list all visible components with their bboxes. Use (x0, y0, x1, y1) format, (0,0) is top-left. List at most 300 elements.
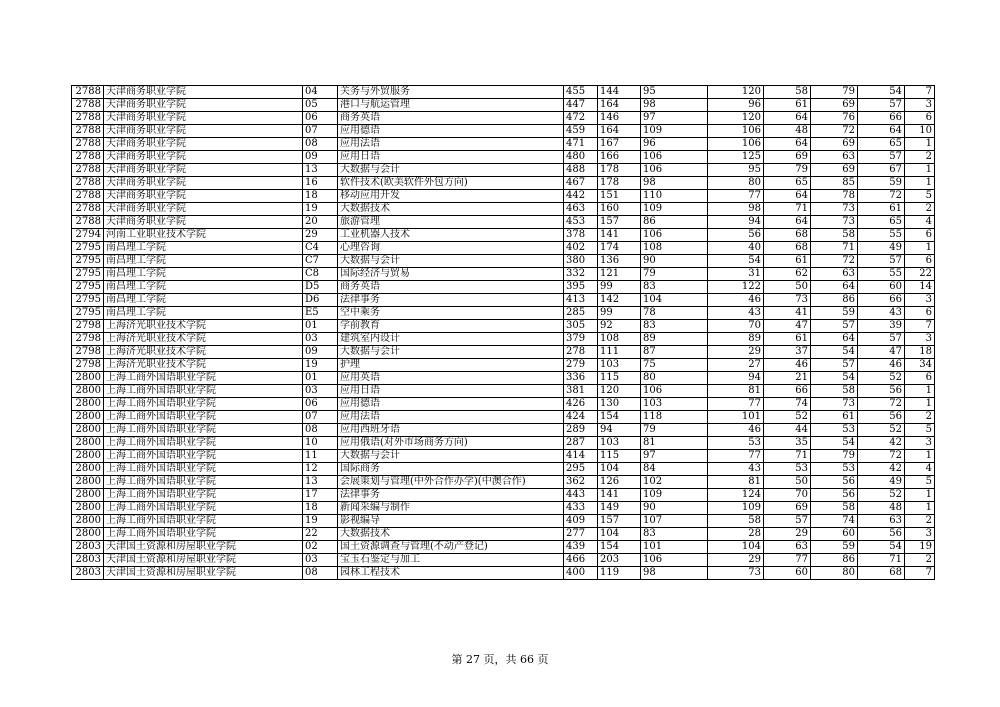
table-row (72, 190, 935, 203)
major-code-cell: 08 (303, 138, 338, 151)
score-e-cell: 73 (811, 398, 858, 411)
rank-cell: 4 (905, 463, 935, 476)
score-f-cell: 42 (858, 437, 905, 450)
major-name-cell: 国土资源调查与管理(不动产登记) (338, 541, 564, 554)
score-a-cell: 115 (598, 372, 641, 385)
school-code-cell: 2788 (72, 138, 104, 151)
school-name-cell: 天津商务职业学院 (104, 112, 303, 125)
score-d-cell: 29 (764, 528, 811, 541)
score-d-cell: 41 (764, 307, 811, 320)
table-row (72, 229, 935, 242)
total-score-cell: 466 (564, 554, 598, 567)
major-code-cell: 19 (303, 515, 338, 528)
score-e-cell: 56 (811, 489, 858, 502)
rank-cell: 4 (905, 216, 935, 229)
score-d-cell: 62 (764, 268, 811, 281)
score-f-cell: 66 (858, 112, 905, 125)
score-e-cell: 59 (811, 307, 858, 320)
table-row (72, 242, 935, 255)
score-b-cell: 75 (641, 359, 708, 372)
rank-cell: 1 (905, 385, 935, 398)
major-code-cell: 03 (303, 333, 338, 346)
total-score-cell: 380 (564, 255, 598, 268)
score-d-cell: 47 (764, 320, 811, 333)
school-name-cell: 上海工商外国语职业学院 (104, 411, 303, 424)
score-d-cell: 69 (764, 502, 811, 515)
school-code-cell: 2788 (72, 203, 104, 216)
rank-cell: 18 (905, 346, 935, 359)
score-c-cell: 120 (708, 86, 764, 99)
score-d-cell: 71 (764, 203, 811, 216)
score-f-cell: 59 (858, 177, 905, 190)
score-d-cell: 21 (764, 372, 811, 385)
rank-cell: 3 (905, 528, 935, 541)
major-code-cell: 05 (303, 99, 338, 112)
score-c-cell: 28 (708, 528, 764, 541)
table-row (72, 489, 935, 502)
major-code-cell: 01 (303, 320, 338, 333)
rank-cell: 3 (905, 333, 935, 346)
school-code-cell: 2800 (72, 424, 104, 437)
school-name-cell: 天津商务职业学院 (104, 164, 303, 177)
score-c-cell: 104 (708, 541, 764, 554)
major-code-cell: 18 (303, 502, 338, 515)
school-code-cell: 2800 (72, 502, 104, 515)
score-b-cell: 118 (641, 411, 708, 424)
major-name-cell: 法律事务 (338, 489, 564, 502)
score-b-cell: 90 (641, 255, 708, 268)
score-f-cell: 61 (858, 203, 905, 216)
school-name-cell: 上海工商外国语职业学院 (104, 502, 303, 515)
rank-cell: 34 (905, 359, 935, 372)
score-d-cell: 61 (764, 99, 811, 112)
score-a-cell: 115 (598, 450, 641, 463)
score-d-cell: 50 (764, 281, 811, 294)
score-b-cell: 106 (641, 554, 708, 567)
score-b-cell: 106 (641, 229, 708, 242)
school-name-cell: 河南工业职业技术学院 (104, 229, 303, 242)
score-a-cell: 166 (598, 151, 641, 164)
total-score-cell: 488 (564, 164, 598, 177)
table-row (72, 320, 935, 333)
score-a-cell: 104 (598, 463, 641, 476)
score-e-cell: 58 (811, 502, 858, 515)
school-code-cell: 2798 (72, 333, 104, 346)
school-code-cell: 2800 (72, 476, 104, 489)
score-b-cell: 97 (641, 450, 708, 463)
score-a-cell: 119 (598, 567, 641, 580)
score-f-cell: 57 (858, 333, 905, 346)
rank-cell: 5 (905, 424, 935, 437)
major-code-cell: 29 (303, 229, 338, 242)
school-code-cell: 2788 (72, 190, 104, 203)
score-d-cell: 65 (764, 177, 811, 190)
score-b-cell: 102 (641, 476, 708, 489)
school-name-cell: 天津商务职业学院 (104, 138, 303, 151)
score-f-cell: 52 (858, 489, 905, 502)
school-code-cell: 2800 (72, 515, 104, 528)
score-a-cell: 130 (598, 398, 641, 411)
major-code-cell: D5 (303, 281, 338, 294)
rank-cell: 5 (905, 476, 935, 489)
score-b-cell: 83 (641, 320, 708, 333)
score-c-cell: 77 (708, 190, 764, 203)
school-code-cell: 2800 (72, 437, 104, 450)
score-c-cell: 94 (708, 372, 764, 385)
major-code-cell: 04 (303, 86, 338, 99)
score-d-cell: 46 (764, 359, 811, 372)
school-code-cell: 2800 (72, 489, 104, 502)
major-code-cell: 06 (303, 398, 338, 411)
major-code-cell: C4 (303, 242, 338, 255)
school-name-cell: 南昌理工学院 (104, 242, 303, 255)
score-f-cell: 43 (858, 307, 905, 320)
major-code-cell: 17 (303, 489, 338, 502)
score-e-cell: 72 (811, 255, 858, 268)
admission-score-table (71, 85, 935, 580)
table-row (72, 203, 935, 216)
score-d-cell: 64 (764, 190, 811, 203)
score-a-cell: 99 (598, 307, 641, 320)
score-a-cell: 126 (598, 476, 641, 489)
major-name-cell: 港口与航运管理 (338, 99, 564, 112)
score-c-cell: 81 (708, 385, 764, 398)
table-row (72, 216, 935, 229)
table-row (72, 151, 935, 164)
score-e-cell: 54 (811, 372, 858, 385)
score-c-cell: 124 (708, 489, 764, 502)
score-c-cell: 106 (708, 125, 764, 138)
table-row (72, 541, 935, 554)
score-c-cell: 56 (708, 229, 764, 242)
score-b-cell: 106 (641, 385, 708, 398)
score-f-cell: 72 (858, 398, 905, 411)
rank-cell: 10 (905, 125, 935, 138)
score-e-cell: 64 (811, 281, 858, 294)
score-f-cell: 56 (858, 385, 905, 398)
major-code-cell: 18 (303, 190, 338, 203)
score-d-cell: 64 (764, 112, 811, 125)
score-e-cell: 57 (811, 320, 858, 333)
score-f-cell: 65 (858, 138, 905, 151)
major-code-cell: E5 (303, 307, 338, 320)
score-c-cell: 120 (708, 112, 764, 125)
score-d-cell: 71 (764, 450, 811, 463)
score-a-cell: 149 (598, 502, 641, 515)
score-c-cell: 106 (708, 138, 764, 151)
school-name-cell: 天津商务职业学院 (104, 216, 303, 229)
score-b-cell: 110 (641, 190, 708, 203)
score-a-cell: 103 (598, 359, 641, 372)
major-name-cell: 应用西班牙语 (338, 424, 564, 437)
school-name-cell: 天津商务职业学院 (104, 86, 303, 99)
score-c-cell: 40 (708, 242, 764, 255)
score-a-cell: 178 (598, 177, 641, 190)
score-f-cell: 54 (858, 86, 905, 99)
score-e-cell: 69 (811, 99, 858, 112)
score-a-cell: 157 (598, 216, 641, 229)
score-f-cell: 63 (858, 515, 905, 528)
rank-cell: 7 (905, 320, 935, 333)
school-code-cell: 2794 (72, 229, 104, 242)
score-c-cell: 95 (708, 164, 764, 177)
page-footer: 第 27 页，共 66 页 (451, 653, 549, 666)
score-e-cell: 60 (811, 528, 858, 541)
rank-cell: 7 (905, 86, 935, 99)
score-a-cell: 154 (598, 541, 641, 554)
rank-cell: 2 (905, 203, 935, 216)
score-a-cell: 99 (598, 281, 641, 294)
major-name-cell: 空中乘务 (338, 307, 564, 320)
major-name-cell: 商务英语 (338, 112, 564, 125)
school-code-cell: 2800 (72, 385, 104, 398)
major-name-cell: 旅游管理 (338, 216, 564, 229)
score-d-cell: 48 (764, 125, 811, 138)
score-f-cell: 68 (858, 567, 905, 580)
score-e-cell: 54 (811, 346, 858, 359)
rank-cell: 3 (905, 99, 935, 112)
table-row (72, 424, 935, 437)
score-e-cell: 59 (811, 541, 858, 554)
school-code-cell: 2795 (72, 294, 104, 307)
major-name-cell: 会展策划与管理(中外合作办学)(中澳合作) (338, 476, 564, 489)
score-b-cell: 79 (641, 424, 708, 437)
major-name-cell: 大数据与会计 (338, 346, 564, 359)
score-c-cell: 43 (708, 463, 764, 476)
table-row (72, 450, 935, 463)
table-row (72, 515, 935, 528)
score-a-cell: 136 (598, 255, 641, 268)
score-b-cell: 107 (641, 515, 708, 528)
score-f-cell: 72 (858, 450, 905, 463)
score-b-cell: 106 (641, 151, 708, 164)
score-a-cell: 141 (598, 489, 641, 502)
school-name-cell: 上海工商外国语职业学院 (104, 476, 303, 489)
score-f-cell: 57 (858, 255, 905, 268)
table-row (72, 307, 935, 320)
school-code-cell: 2788 (72, 151, 104, 164)
major-name-cell: 应用英语 (338, 372, 564, 385)
major-name-cell: 工业机器人技术 (338, 229, 564, 242)
rank-cell: 3 (905, 294, 935, 307)
score-b-cell: 86 (641, 216, 708, 229)
rank-cell: 2 (905, 151, 935, 164)
major-name-cell: 应用俄语(对外市场商务方向) (338, 437, 564, 450)
score-b-cell: 97 (641, 112, 708, 125)
rank-cell: 1 (905, 398, 935, 411)
total-score-cell: 442 (564, 190, 598, 203)
school-name-cell: 上海工商外国语职业学院 (104, 372, 303, 385)
rank-cell: 3 (905, 437, 935, 450)
score-f-cell: 55 (858, 229, 905, 242)
major-name-cell: 国际商务 (338, 463, 564, 476)
score-f-cell: 56 (858, 411, 905, 424)
total-score-cell: 447 (564, 99, 598, 112)
major-code-cell: 13 (303, 476, 338, 489)
school-name-cell: 上海工商外国语职业学院 (104, 489, 303, 502)
major-code-cell: C7 (303, 255, 338, 268)
score-f-cell: 39 (858, 320, 905, 333)
score-a-cell: 144 (598, 86, 641, 99)
score-e-cell: 73 (811, 203, 858, 216)
school-code-cell: 2798 (72, 359, 104, 372)
major-name-cell: 应用日语 (338, 385, 564, 398)
score-f-cell: 72 (858, 190, 905, 203)
school-name-cell: 南昌理工学院 (104, 307, 303, 320)
score-e-cell: 69 (811, 138, 858, 151)
major-code-cell: 19 (303, 359, 338, 372)
rank-cell: 1 (905, 450, 935, 463)
score-d-cell: 58 (764, 86, 811, 99)
score-e-cell: 63 (811, 151, 858, 164)
rank-cell: 1 (905, 164, 935, 177)
total-score-cell: 439 (564, 541, 598, 554)
table-row (72, 567, 935, 580)
score-d-cell: 68 (764, 242, 811, 255)
rank-cell: 5 (905, 190, 935, 203)
score-c-cell: 54 (708, 255, 764, 268)
table-row (72, 463, 935, 476)
school-code-cell: 2803 (72, 541, 104, 554)
score-e-cell: 56 (811, 476, 858, 489)
total-score-cell: 381 (564, 385, 598, 398)
score-d-cell: 64 (764, 216, 811, 229)
total-score-cell: 433 (564, 502, 598, 515)
score-d-cell: 44 (764, 424, 811, 437)
score-f-cell: 57 (858, 151, 905, 164)
score-c-cell: 101 (708, 411, 764, 424)
score-c-cell: 80 (708, 177, 764, 190)
score-b-cell: 109 (641, 489, 708, 502)
major-code-cell: 07 (303, 411, 338, 424)
table-body (72, 86, 935, 580)
score-f-cell: 46 (858, 359, 905, 372)
major-name-cell: 大数据与会计 (338, 255, 564, 268)
score-a-cell: 108 (598, 333, 641, 346)
score-d-cell: 70 (764, 489, 811, 502)
score-b-cell: 98 (641, 99, 708, 112)
score-d-cell: 57 (764, 515, 811, 528)
score-e-cell: 54 (811, 437, 858, 450)
major-name-cell: 宝玉石鉴定与加工 (338, 554, 564, 567)
rank-cell: 7 (905, 567, 935, 580)
school-code-cell: 2798 (72, 320, 104, 333)
school-name-cell: 上海工商外国语职业学院 (104, 463, 303, 476)
major-code-cell: 10 (303, 437, 338, 450)
major-name-cell: 学前教育 (338, 320, 564, 333)
major-name-cell: 园林工程技术 (338, 567, 564, 580)
table-row (72, 528, 935, 541)
score-c-cell: 53 (708, 437, 764, 450)
rank-cell: 6 (905, 372, 935, 385)
score-a-cell: 142 (598, 294, 641, 307)
score-e-cell: 71 (811, 242, 858, 255)
table-row (72, 437, 935, 450)
score-f-cell: 65 (858, 216, 905, 229)
score-b-cell: 89 (641, 333, 708, 346)
school-name-cell: 上海工商外国语职业学院 (104, 450, 303, 463)
major-name-cell: 商务英语 (338, 281, 564, 294)
school-name-cell: 上海工商外国语职业学院 (104, 385, 303, 398)
score-c-cell: 81 (708, 476, 764, 489)
major-name-cell: 国际经济与贸易 (338, 268, 564, 281)
score-f-cell: 54 (858, 541, 905, 554)
school-code-cell: 2795 (72, 281, 104, 294)
school-code-cell: 2795 (72, 268, 104, 281)
total-score-cell: 443 (564, 489, 598, 502)
score-e-cell: 74 (811, 515, 858, 528)
score-a-cell: 111 (598, 346, 641, 359)
school-name-cell: 天津商务职业学院 (104, 177, 303, 190)
school-name-cell: 天津国土资源和房屋职业学院 (104, 554, 303, 567)
score-c-cell: 43 (708, 307, 764, 320)
school-code-cell: 2788 (72, 112, 104, 125)
score-d-cell: 73 (764, 294, 811, 307)
score-a-cell: 141 (598, 229, 641, 242)
major-code-cell: 11 (303, 450, 338, 463)
score-e-cell: 86 (811, 554, 858, 567)
major-name-cell: 大数据与会计 (338, 450, 564, 463)
score-c-cell: 122 (708, 281, 764, 294)
major-code-cell: 09 (303, 151, 338, 164)
table-row (72, 112, 935, 125)
score-c-cell: 73 (708, 567, 764, 580)
table-row (72, 346, 935, 359)
major-code-cell: 08 (303, 567, 338, 580)
score-b-cell: 95 (641, 86, 708, 99)
table-row (72, 372, 935, 385)
total-score-cell: 413 (564, 294, 598, 307)
table-row (72, 86, 935, 99)
score-c-cell: 31 (708, 268, 764, 281)
total-score-cell: 332 (564, 268, 598, 281)
school-code-cell: 2803 (72, 567, 104, 580)
school-name-cell: 南昌理工学院 (104, 255, 303, 268)
score-d-cell: 61 (764, 333, 811, 346)
score-c-cell: 94 (708, 216, 764, 229)
major-name-cell: 关务与外贸服务 (338, 86, 564, 99)
table-row (72, 138, 935, 151)
total-score-cell: 279 (564, 359, 598, 372)
school-name-cell: 上海工商外国语职业学院 (104, 437, 303, 450)
major-code-cell: 20 (303, 216, 338, 229)
major-name-cell: 软件技术(欧美软件外包方向) (338, 177, 564, 190)
major-name-cell: 应用法语 (338, 138, 564, 151)
score-a-cell: 103 (598, 437, 641, 450)
score-c-cell: 27 (708, 359, 764, 372)
score-a-cell: 120 (598, 385, 641, 398)
table-row (72, 99, 935, 112)
table-row (72, 476, 935, 489)
major-code-cell: 19 (303, 203, 338, 216)
total-score-cell: 409 (564, 515, 598, 528)
score-f-cell: 55 (858, 268, 905, 281)
major-name-cell: 建筑室内设计 (338, 333, 564, 346)
score-b-cell: 83 (641, 528, 708, 541)
major-code-cell: 08 (303, 424, 338, 437)
major-code-cell: 02 (303, 541, 338, 554)
score-d-cell: 52 (764, 411, 811, 424)
school-name-cell: 南昌理工学院 (104, 268, 303, 281)
score-c-cell: 125 (708, 151, 764, 164)
table-row (72, 294, 935, 307)
table-row (72, 281, 935, 294)
school-code-cell: 2803 (72, 554, 104, 567)
score-f-cell: 71 (858, 554, 905, 567)
table-row (72, 554, 935, 567)
score-f-cell: 49 (858, 242, 905, 255)
score-e-cell: 58 (811, 385, 858, 398)
